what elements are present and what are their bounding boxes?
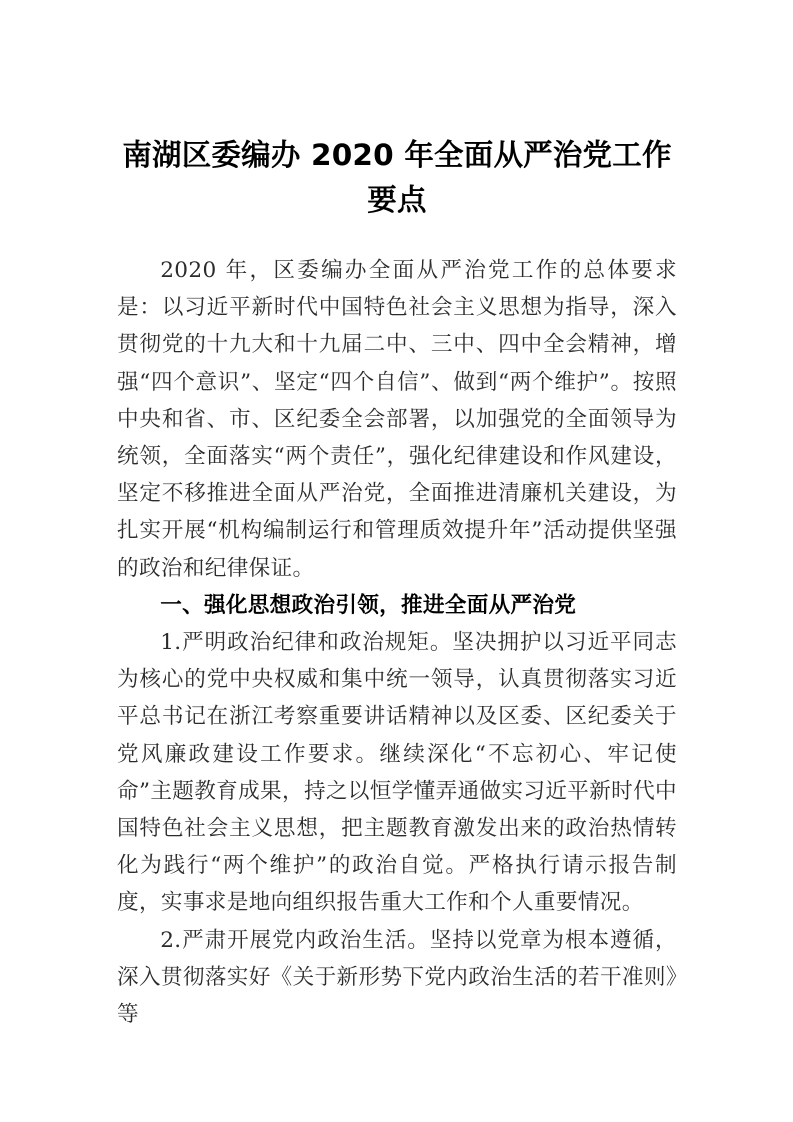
document-title: 南湖区委编办 2020 年全面从严治党工作要点: [122, 138, 672, 217]
paragraph-item-1: 1.严明政治纪律和政治规矩。坚决拥护以习近平同志为核心的党中央权威和集中统一领导，认真贯彻落实习近平总书记在浙江考察重要讲话精神以及区委、区纪委关于党风廉政建设工作要求。继续深化“不忘初心、牢记使命”主题教育成果，持之以恒学懂弄通做实习近平新时代中国特色社会主义思想，把主题教育激发出来的政治热情转化为践行“两个维护”的政治自觉。严格执行请示报告制度，实事求是地向组织报告重大工作和个人重要情况。: [117, 630, 677, 916]
paragraph-item-2: 2.严肃开展党内政治生活。坚持以党章为根本遵循，深入贯彻落实好《关于新形势下党内政治生活的若干准则》等: [117, 927, 677, 1028]
page-content-column: [117, 0, 677, 1033]
paragraph-overall-requirements: 2020 年，区委编办全面从严治党工作的总体要求是：以习近平新时代中国特色社会主义思想为指导，深入贯彻党的十九大和十九届二中、三中、四中全会精神，增强“四个意识”、坚定“四个自信”、做到“两个维护”。按照中央和省、市、区纪委全会部署，以加强党的全面领导为统领，全面落实“两个责任”，强化纪律建设和作风建设，坚定不移推进全面从严治党，全面推进清廉机关建设，为扎实开展“机构编制运行和管理质效提升年”活动提供坚强的政治和纪律保证。: [117, 258, 677, 581]
section-heading-1: 一、强化思想政治引领，推进全面从严治党: [160, 592, 577, 618]
